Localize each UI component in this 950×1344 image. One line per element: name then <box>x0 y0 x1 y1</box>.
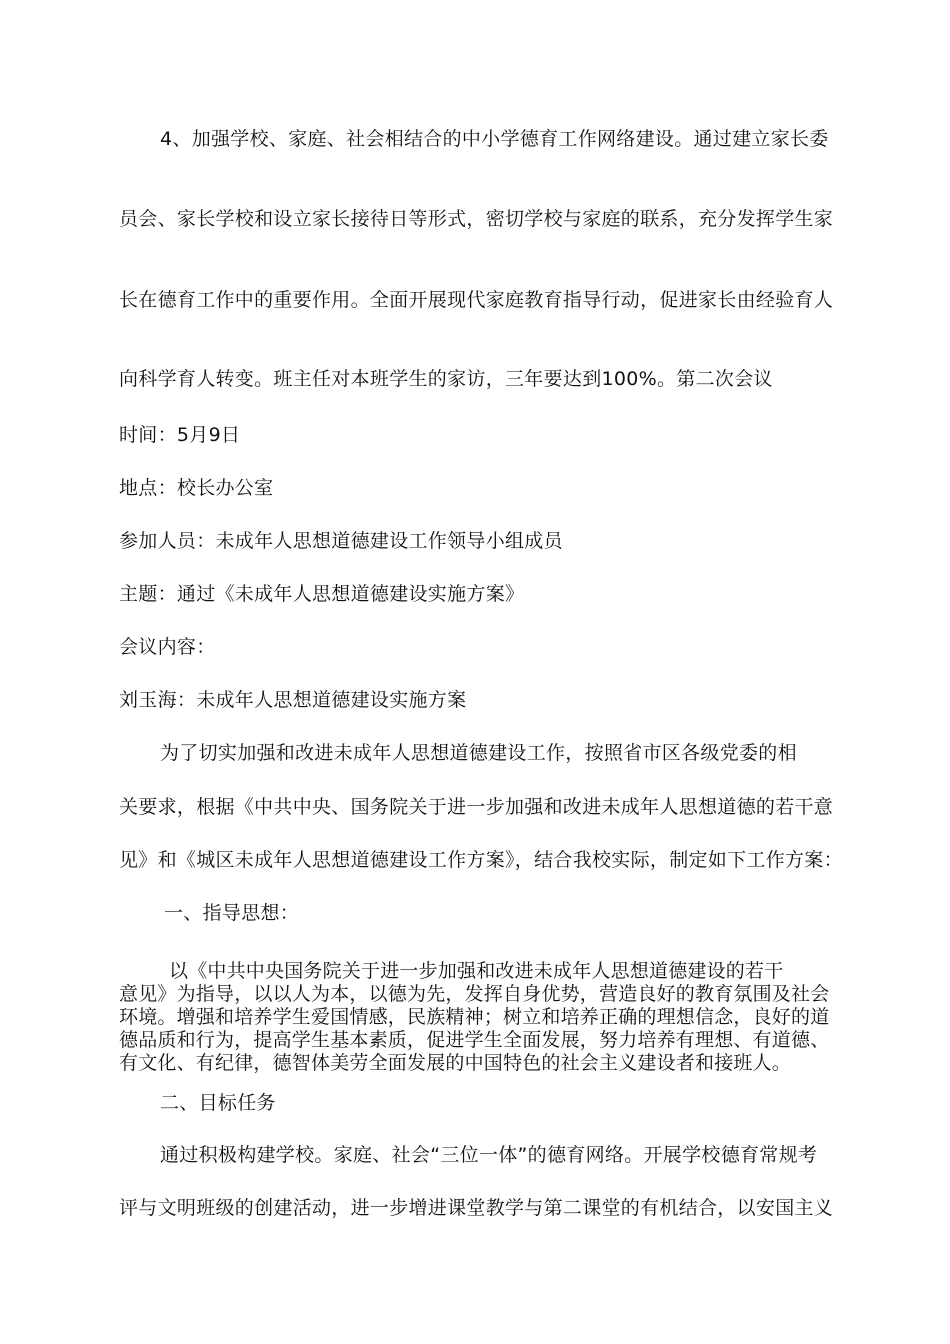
paragraph-line: 有文化、有纪律，德智体美劳全面发展的中国特色的社会主义建设者和接班人。 <box>119 1052 792 1074</box>
guiding-ideology-paragraph <box>119 960 839 1075</box>
paragraph-line: 评与文明班级的创建活动，进一步增进课堂教学与第二课堂的有机结合，以安国主义 <box>119 1197 834 1219</box>
paragraph-line: 意见》为指导，以以人为本，以德为先，发挥自身优势，营造良好的教育氛围及社会 <box>119 983 830 1005</box>
section-heading-guiding-ideology: 一、指导思想： <box>164 902 300 924</box>
section-heading-goals: 二、目标任务 <box>160 1092 276 1114</box>
paragraph-line: 通过积极构建学校。家庭、社会“三位一体”的德育网络。开展学校德育常规考 <box>160 1144 818 1166</box>
paragraph-line: 员会、家长学校和设立家长接待日等形式，密切学校与家庭的联系，充分发挥学生家 <box>119 208 834 230</box>
plan-heading: 刘玉海：未成年人思想道德建设实施方案 <box>119 689 467 711</box>
meeting-time: 时间：5月9日 <box>119 424 241 446</box>
meeting-content-label: 会议内容： <box>119 636 216 658</box>
paragraph-line: 以《中共中央国务院关于进一步加强和改进未成年人思想道德建设的若干 <box>169 960 784 982</box>
paragraph-line: 环境。增强和培养学生爱国情感，民族精神；树立和培养正确的理想信念，良好的道 <box>119 1006 830 1028</box>
paragraph-line: 见》和《城区未成年人思想道德建设工作方案》，结合我校实际，制定如下工作方案： <box>119 849 843 871</box>
paragraph-line: 4、加强学校、家庭、社会相结合的中小学德育工作网络建设。通过建立家长委 <box>160 128 829 150</box>
paragraph-line: 德品质和行为，提高学生基本素质，促进学生全面发展，努力培养有理想、有道德、 <box>119 1029 830 1051</box>
paragraph-line: 关要求，根据《中共中央、国务院关于进一步加强和改进未成年人思想道德的若干意 <box>119 796 834 818</box>
meeting-participants: 参加人员：未成年人思想道德建设工作领导小组成员 <box>119 530 563 552</box>
paragraph-line: 向科学育人转变。班主任对本班学生的家访，三年要达到100%。第二次会议 <box>119 368 773 390</box>
meeting-topic: 主题：通过《未成年人思想道德建设实施方案》 <box>119 583 525 605</box>
paragraph-line: 为了切实加强和改进未成年人思想道德建设工作，按照省市区各级党委的相 <box>160 742 797 764</box>
meeting-location: 地点：校长办公室 <box>119 477 274 499</box>
paragraph-line: 长在德育工作中的重要作用。全面开展现代家庭教育指导行动，促进家长由经验育人 <box>119 289 834 311</box>
